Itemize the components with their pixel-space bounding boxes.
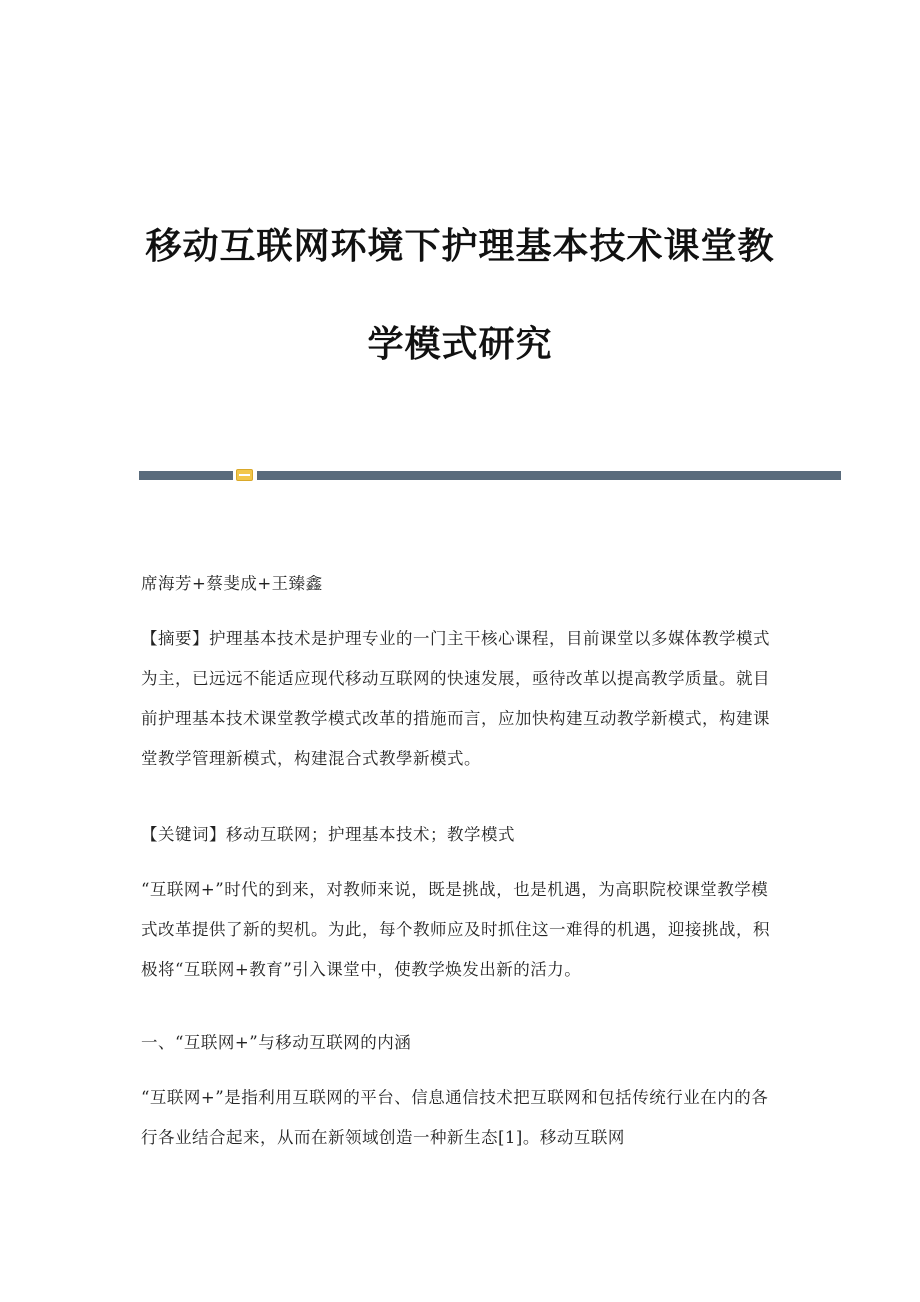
section-heading: 一、“互联网+”与移动互联网的内涵 — [141, 1033, 412, 1052]
title-divider-left — [139, 471, 233, 480]
intro-paragraph: “互联网+”时代的到来，对教师来说，既是挑战，也是机遇，为高职院校课堂教学模式改革提供了新的契机。为此，每个教师应及时抓住这一难得的机遇，迎接挑战，积极将“互联网+教育”引入课堂中，使教学焕发出新的活力。 — [141, 880, 770, 979]
keywords-line: 【关键词】移动互联网；护理基本技术；教学模式 — [141, 825, 515, 844]
body-paragraph: “互联网+”是指利用互联网的平台、信息通信技术把互联网和包括传统行业在内的各行各业结合起来，从而在新领域创造一种新生态[1]。移动互联网 — [141, 1088, 769, 1147]
document-title-line-2: 学模式研究 — [367, 324, 553, 365]
divider-emblem-icon — [236, 469, 253, 481]
abstract-paragraph: 【摘要】护理基本技术是护理专业的一门主干核心课程，目前课堂以多媒体教学模式为主，已远远不能适应现代移动互联网的快速发展，亟待改革以提高教学质量。就目前护理基本技术课堂教学模式改革的措施而言，应加快构建互动教学新模式，构建课堂教学管理新模式，构建混合式教學新模式。 — [141, 629, 770, 768]
document-title-line-1: 移动互联网环境下护理基本技术课堂教 — [145, 226, 775, 267]
authors-line: 席海芳+蔡斐成+王臻鑫 — [141, 574, 323, 593]
title-divider-right — [257, 471, 841, 480]
